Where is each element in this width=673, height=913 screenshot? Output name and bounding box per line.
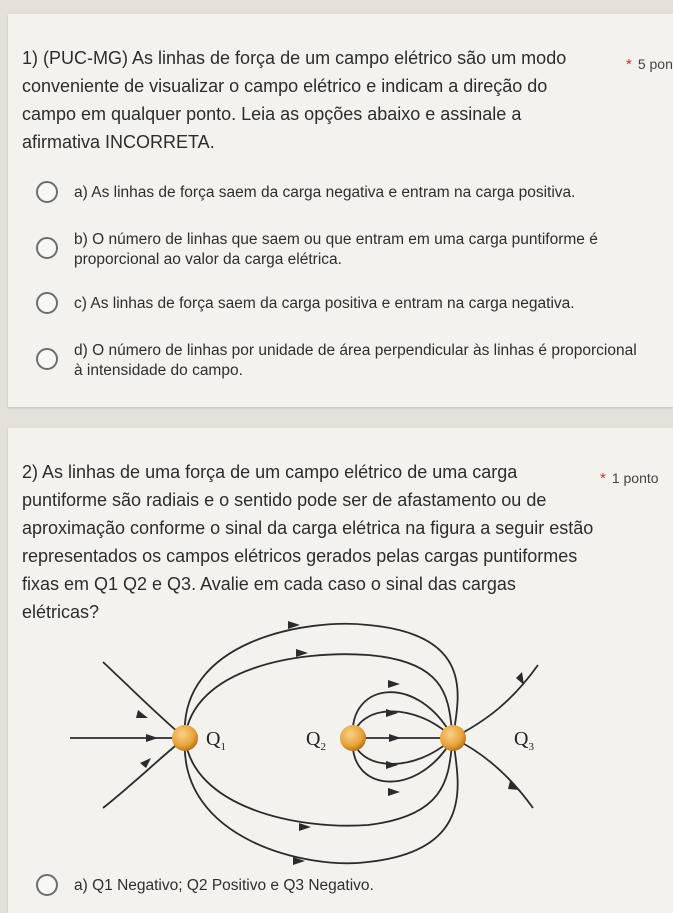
- points-label: 1 ponto: [611, 470, 659, 486]
- option-1d[interactable]: [36, 341, 644, 381]
- radio-button[interactable]: [36, 348, 58, 370]
- label-q3: $Q_3$: [514, 728, 534, 753]
- required-mark: *: [600, 470, 606, 487]
- option-label: b) O número de linhas que saem ou que entram em uma carga puntiforme é proporcional ao valor da carga elétrica.: [74, 231, 598, 268]
- points-label: 5 pon: [637, 56, 673, 72]
- option-label: c) As linhas de força saem da carga positiva e entram na carga negativa.: [74, 295, 575, 312]
- question-2-title: 2) As linhas de uma força de um campo elétrico de uma carga puntiforme são radiais e o sentido pode ser de afastamento ou de aproximação conforme o sinal da carga elétrica na figura a seguir estão representados os campos elétricos gerados pelas cargas puntiformes fixas em Q1 Q2 e Q3. Avalie em cada caso o sinal das cargas elétricas?: [22, 462, 594, 622]
- option-label: a) Q1 Negativo; Q2 Positivo e Q3 Negativo.: [74, 877, 374, 894]
- question-card-1: [8, 14, 673, 407]
- charge-q1: [172, 725, 198, 751]
- radio-button[interactable]: [36, 874, 58, 896]
- question-1-points: [626, 56, 673, 73]
- option-1a[interactable]: [36, 181, 644, 203]
- option-1b[interactable]: [36, 230, 644, 270]
- question-card-2: [8, 428, 673, 913]
- charge-q2: [340, 725, 366, 751]
- option-label: d) O número de linhas por unidade de área perpendicular às linhas é proporcional à intensidade do campo.: [74, 342, 637, 379]
- label-q2: $Q_2$: [306, 728, 326, 753]
- required-mark: *: [626, 56, 632, 73]
- radio-button[interactable]: [36, 292, 58, 314]
- option-2a[interactable]: [36, 874, 644, 896]
- charge-q3: [440, 725, 466, 751]
- question-2-points: [600, 470, 659, 487]
- radio-button[interactable]: [36, 237, 58, 259]
- option-label: a) As linhas de força saem da carga negativa e entram na carga positiva.: [74, 184, 576, 201]
- radio-button[interactable]: [36, 181, 58, 203]
- electric-field-lines-figure: [62, 618, 572, 868]
- question-1-title: 1) (PUC-MG) As linhas de força de um campo elétrico são um modo conveniente de visualizar o campo elétrico e indicam a direção do campo em qualquer ponto. Leia as opções abaixo e assinale a afirmativa INCORRETA.: [22, 48, 567, 152]
- option-1c[interactable]: [36, 292, 644, 314]
- label-q1: $Q_1$: [206, 728, 226, 753]
